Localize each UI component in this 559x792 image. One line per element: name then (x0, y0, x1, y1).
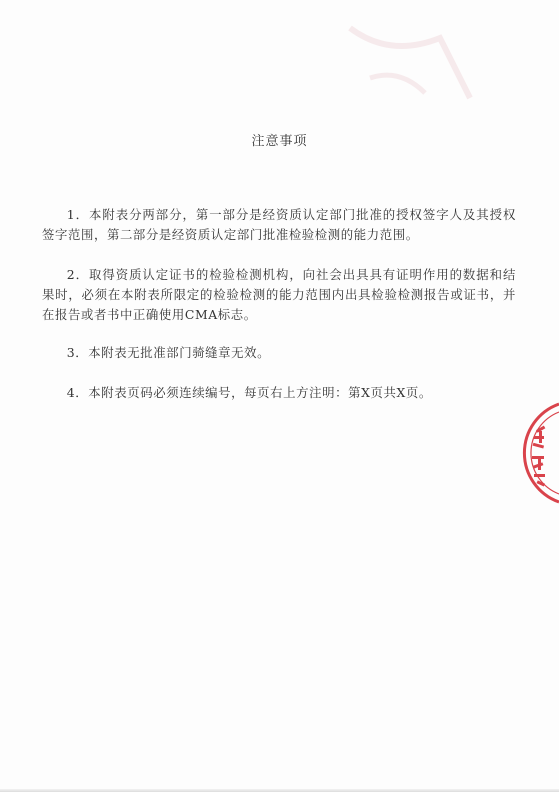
notice-item-2: 2．取得资质认定证书的检验检测机构，向社会出具具有证明作用的数据和结果时，必须在本附表所限定的检验检测的能力范围内出具检验检测报告或证书，并在报告或者书中正确使用CMA标志。 (42, 267, 516, 323)
notice-item-1: 1．本附表分两部分，第一部分是经资质认定部门批准的授权签字人及其授权签字范围，第二部分是经资质认定部门批准检验检测的能力范围。 (42, 207, 516, 243)
page-title: 注意事项 (251, 134, 308, 149)
perforation-seal-stamp (516, 398, 559, 508)
notice-item-3: 3．本附表无批准部门骑缝章无效。 (66, 345, 271, 361)
notice-item-4: 4．本附表页码必须连续编号，每页右上方注明：第X页共X页。 (66, 385, 432, 401)
faint-watermark-stamp (330, 18, 480, 108)
